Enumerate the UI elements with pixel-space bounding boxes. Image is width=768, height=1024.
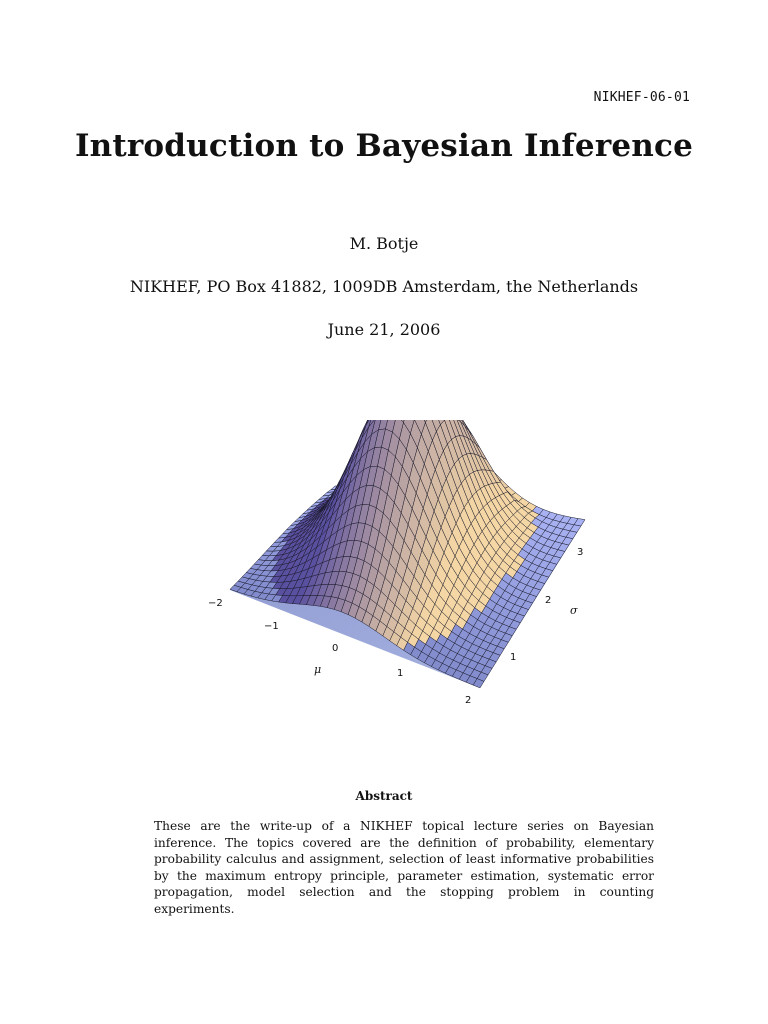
sigma-axis-label: σ <box>570 604 578 617</box>
surface-plot-figure <box>190 420 620 720</box>
abstract-heading: Abstract <box>355 789 413 803</box>
publication-date: June 21, 2006 <box>327 320 441 339</box>
author-affiliation: NIKHEF, PO Box 41882, 1009DB Amsterdam, the Netherlands <box>129 277 639 296</box>
author-name: M. Botje <box>349 234 419 253</box>
mu-axis-label: μ <box>314 663 322 676</box>
mu-tick: 1 <box>397 668 404 679</box>
mu-tick: −1 <box>264 621 279 632</box>
mu-tick: 2 <box>465 695 472 706</box>
surface-plot <box>190 420 620 720</box>
sigma-tick: 2 <box>545 595 552 606</box>
mu-tick: 0 <box>332 643 339 654</box>
sigma-tick: 1 <box>510 652 517 663</box>
report-number: NIKHEF-06-01 <box>593 90 690 105</box>
mu-tick: −2 <box>208 598 223 609</box>
surface-mesh <box>230 420 585 688</box>
paper-title: Introduction to Bayesian Inference <box>74 128 694 164</box>
abstract-text: These are the write-up of a NIKHEF topical lecture series on Bayesian inference. The topics covered are the definition of probability, elementary probability calculus and assignment, selection of least informative probabilities by the maximum entropy principle, parameter estimation, systematic error propagation, model selection and the stopping problem in counting experiments. <box>154 819 654 916</box>
sigma-tick: 3 <box>577 547 584 558</box>
